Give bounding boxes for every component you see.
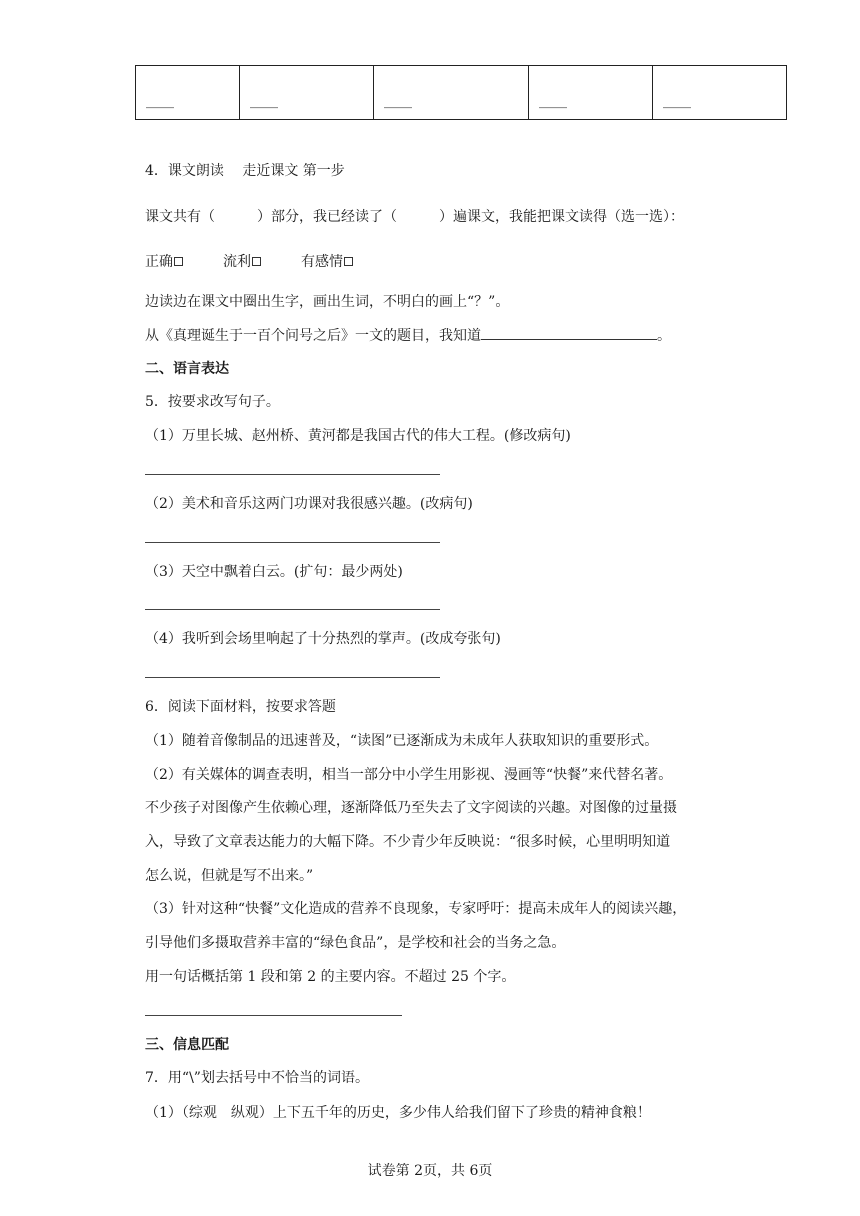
q6-paragraph-2-line-4: 怎么说，但就是写不出来。” — [145, 868, 314, 884]
answer-line[interactable] — [145, 474, 440, 475]
blank-cell-4[interactable]: ____ — [529, 66, 653, 120]
q4-line3: 边读边在课文中圈出生字，画出生词，不明白的画上“？”。 — [145, 294, 510, 310]
q6-paragraph-3-line-2: 引导他们多摄取营养丰富的“绿色食品”，是学校和社会的当务之急。 — [145, 935, 566, 951]
q4-heading: 4．课文朗读 走近课文 第一步 — [145, 163, 345, 179]
answer-line[interactable] — [145, 609, 440, 610]
section-2-title: 二、语言表达 — [145, 361, 229, 377]
page-footer: 试卷第 2页，共 6页 — [367, 1163, 493, 1179]
q4-options — [145, 251, 353, 271]
q6-paragraph-1: （1）随着音像制品的迅速普及，“读图”已逐渐成为未成年人获取知识的重要形式。 — [145, 733, 659, 749]
checkbox-icon — [344, 257, 353, 266]
q6-paragraph-3-line-1: （3）针对这种“快餐”文化造成的营养不良现象，专家呼吁：提高未成年人的阅读兴趣， — [145, 901, 687, 917]
section-3-title: 三、信息匹配 — [145, 1037, 229, 1053]
q7-item-1: （1）（综观 纵观）上下五千年的历史，多少伟人给我们留下了珍贵的精神食粮！ — [145, 1105, 651, 1121]
blank-cell-3[interactable]: ____ — [374, 66, 529, 120]
checkbox-icon — [252, 257, 261, 266]
blank-cell-1[interactable]: ____ — [136, 66, 240, 120]
answer-line[interactable] — [145, 677, 440, 678]
checkbox-icon — [174, 257, 183, 266]
option-fluent[interactable]: 流利 — [223, 254, 261, 270]
q6-paragraph-2-line-2: 不少孩子对图像产生依赖心理，逐渐降低乃至失去了文字阅读的兴趣。对图像的过量摄 — [145, 800, 677, 816]
answer-blanks-table — [135, 65, 787, 120]
answer-blank[interactable] — [481, 338, 657, 340]
q5-item-3: （3）天空中飘着白云。(扩句：最少两处) — [145, 564, 403, 580]
q7-heading: 7．用“\”划去括号中不恰当的词语。 — [145, 1070, 369, 1086]
q6-heading: 6．阅读下面材料，按要求答题 — [145, 699, 336, 715]
answer-line[interactable] — [145, 542, 440, 543]
q6-paragraph-2-line-3: 入，导致了文章表达能力的大幅下降。不少青少年反映说：“很多时候，心里明明知道 — [145, 834, 671, 850]
q6-task: 用一句话概括第 1 段和第 2 的主要内容。不超过 25 个字。 — [145, 969, 516, 985]
q5-item-4: （4）我听到会场里响起了十分热烈的掌声。(改成夸张句) — [145, 631, 501, 647]
answer-line[interactable] — [145, 1015, 402, 1016]
q5-item-2: （2）美术和音乐这两门功课对我很感兴趣。(改病句) — [145, 496, 473, 512]
q4-line4: 从《真理诞生于一百个问号之后》一文的题目，我知道 。 — [145, 328, 671, 344]
option-correct[interactable]: 正确 — [145, 254, 183, 270]
blank-cell-2[interactable]: ____ — [240, 66, 374, 120]
q6-paragraph-2-line-1: （2）有关媒体的调查表明，相当一部分中小学生用影视、漫画等“快餐”来代替名著。 — [145, 767, 673, 783]
option-emotion[interactable]: 有感情 — [301, 254, 353, 270]
q5-item-1: （1）万里长城、赵州桥、黄河都是我国古代的伟大工程。(修改病句) — [145, 428, 571, 444]
q4-line1: 课文共有（ ）部分，我已经读了（ ）遍课文，我能把课文读得（选一选）： — [145, 209, 684, 225]
blank-cell-5[interactable]: ____ — [653, 66, 787, 120]
q5-heading: 5．按要求改写句子。 — [145, 394, 280, 410]
